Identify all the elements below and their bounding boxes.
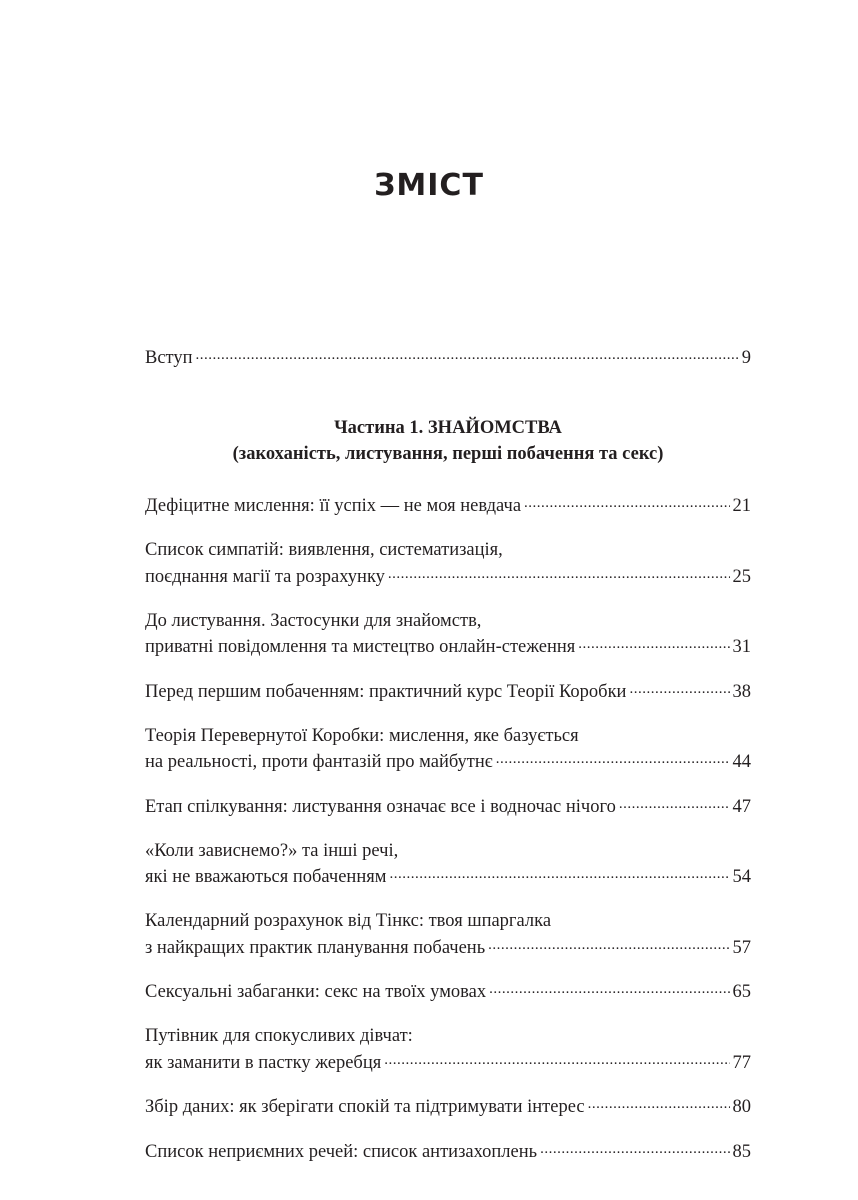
dot-leader bbox=[196, 344, 739, 363]
dot-leader bbox=[496, 749, 730, 768]
toc-entry bbox=[145, 1094, 751, 1121]
toc-entry-title: Сексуальні забаганки: секс на твоїх умовах bbox=[145, 982, 487, 1002]
toc-entry-title: Дефіцитне мислення: її успіх — не моя невдача bbox=[145, 496, 522, 516]
toc-entry-intro bbox=[145, 344, 751, 371]
toc-entry-title: Етап спілкування: листування означає все і водночас нічого bbox=[145, 796, 616, 817]
part-heading bbox=[145, 415, 751, 467]
toc-page-number: 57 bbox=[732, 937, 751, 958]
toc-page-number: 44 bbox=[732, 752, 751, 772]
dot-leader bbox=[588, 1094, 730, 1113]
toc-entry-title: До листування. Застосунки для знайомств, bbox=[145, 610, 482, 631]
dot-leader bbox=[619, 793, 730, 812]
toc-entry-title: Теорія Перевернутої Коробки: мислення, яке базується bbox=[145, 725, 579, 746]
toc-entry bbox=[145, 1138, 751, 1165]
dot-leader bbox=[489, 979, 729, 998]
dot-leader bbox=[384, 1049, 729, 1068]
toc-entry-title-cont: як заманити в пастку жеребця bbox=[145, 1052, 382, 1073]
toc-entry bbox=[145, 723, 751, 776]
dot-leader bbox=[540, 1138, 729, 1157]
part-title: Частина 1. ЗНАЙОМСТВА bbox=[334, 417, 562, 438]
toc-entry bbox=[145, 979, 751, 1006]
toc-entry-title: Календарний розрахунок від Тінкс: твоя шпаргалка bbox=[145, 911, 552, 931]
toc-page-number: 31 bbox=[732, 637, 751, 657]
toc-entry-title: Збір даних: як зберігати спокій та підтримувати інтерес bbox=[145, 1097, 585, 1117]
toc-entry bbox=[145, 838, 751, 891]
toc-entry bbox=[145, 1023, 751, 1076]
dot-leader bbox=[389, 864, 729, 883]
part-subtitle: (закоханість, листування, перші побачення та секс) bbox=[232, 443, 664, 464]
toc-page-number: 77 bbox=[732, 1052, 751, 1073]
toc-page-number: 47 bbox=[732, 796, 751, 817]
toc-entry-title: Путівник для спокусливих дівчат: bbox=[145, 1026, 413, 1046]
toc-entry bbox=[145, 793, 751, 820]
toc-entry-title-cont: на реальності, проти фантазій про майбутнє bbox=[145, 752, 493, 772]
table-of-contents bbox=[145, 344, 751, 1165]
toc-entry-title: Перед першим побаченням: практичний курс Теорії Коробки bbox=[145, 681, 627, 702]
toc-page-number: 25 bbox=[732, 566, 751, 587]
toc-entry-title-cont: які не вважаються побаченням bbox=[145, 867, 387, 887]
dot-leader bbox=[629, 678, 729, 697]
toc-entry-title-cont: поєднання магії та розрахунку bbox=[145, 566, 385, 587]
toc-page-number: 80 bbox=[732, 1097, 751, 1117]
toc-page-number: 85 bbox=[732, 1141, 751, 1162]
dot-leader bbox=[578, 634, 729, 653]
dot-leader bbox=[524, 493, 729, 512]
toc-page-number: 38 bbox=[732, 681, 751, 702]
page-title: ЗМІСТ bbox=[374, 168, 484, 203]
toc-entry-title-cont: з найкращих практик планування побачень bbox=[145, 937, 486, 958]
dot-leader bbox=[388, 563, 730, 582]
toc-page-number: 65 bbox=[732, 982, 751, 1002]
toc-page-number: 21 bbox=[732, 496, 751, 516]
toc-entry-title: Список неприємних речей: список антизахоплень bbox=[145, 1141, 538, 1162]
toc-entry bbox=[145, 537, 751, 590]
toc-entry bbox=[145, 908, 751, 961]
toc-page-number: 9 bbox=[741, 347, 751, 368]
toc-entry bbox=[145, 493, 751, 520]
toc-entry bbox=[145, 608, 751, 661]
toc-page-number: 54 bbox=[732, 867, 751, 887]
toc-entry bbox=[145, 678, 751, 705]
toc-entry-title: Вступ bbox=[145, 347, 193, 368]
toc-entry-title: «Коли зависнемо?» та інші речі, bbox=[145, 840, 399, 861]
toc-entry-title-cont: приватні повідомлення та мистецтво онлайн-стеження bbox=[145, 637, 576, 657]
toc-entry-title: Список симпатій: виявлення, систематизація, bbox=[145, 540, 503, 560]
dot-leader bbox=[488, 934, 729, 953]
